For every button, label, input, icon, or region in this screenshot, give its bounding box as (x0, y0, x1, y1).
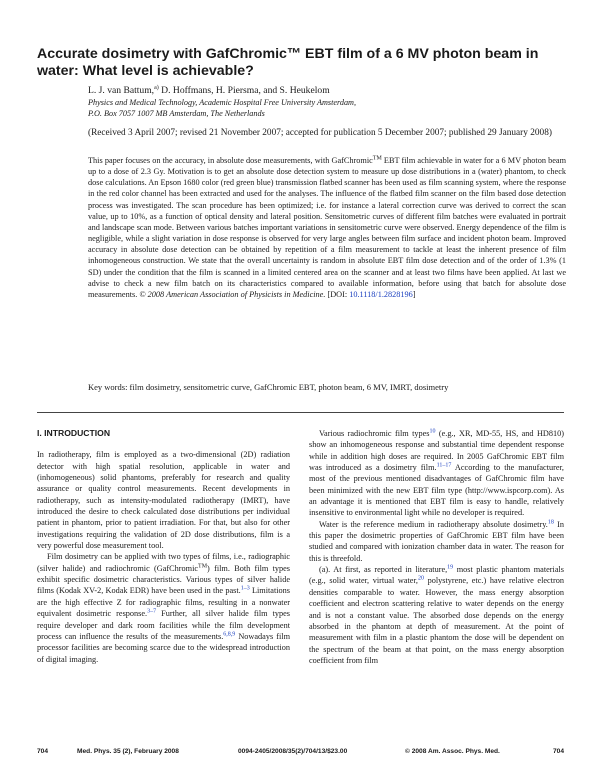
intro-paragraph-3 (309, 428, 564, 519)
right-column (309, 428, 564, 666)
keywords: Key words: film dosimetry, sensitometric curve, GafChromic EBT, photon beam, 6 MV, IMRT, dosimetry (88, 382, 449, 392)
trademark-mark: TM (198, 563, 208, 570)
abstract (88, 155, 566, 300)
trademark-mark: TM (372, 155, 382, 162)
intro-p4-text-b: In this paper the dosimetric properties of GafChromic EBT film have been studied and compared with ionization chamber data in water. The reason for this is threefold. (309, 519, 564, 563)
author-list (88, 85, 568, 97)
doi-link[interactable]: 10.1118/1.2828196 (349, 289, 413, 299)
intro-paragraph-5 (309, 564, 564, 666)
intro-p5-text-c: polystyrene, etc.) have relative electron densities comparable to water. However, the mass energy absorption coefficient and electron scattering relative to water depends on the energy and is not a constant value. The absorbed dose depends on the energy absorbed in the phantom at depth of measurement. At the point of measurement with film in a plastic phantom the dose will be dependent on the spectrum of the beam at that point, on the mass energy absorption coefficient from film (309, 576, 564, 665)
reference-link[interactable]: 10 (429, 428, 436, 435)
left-column (37, 428, 290, 665)
page-footer (37, 748, 564, 760)
reference-link[interactable]: 1–3 (240, 585, 250, 592)
intro-p3-text-b: (e.g., XR, MD-55, HS, and HD810) show an inhomogeneous response and substantial time dependent response while in addition high doses are required. In 2005 GafChromic EBT film was introduced as a dosimetry film. (309, 429, 564, 473)
affiliation-line-1: Physics and Medical Technology, Academic Hospital Free University Amsterdam, (88, 98, 357, 107)
reference-link[interactable]: 20 (417, 575, 424, 582)
other-authors: D. Hoffmans, H. Piersma, and S. Heukelom (158, 85, 330, 96)
doi-close: ] (412, 289, 416, 299)
intro-paragraph-1: In radiotherapy, film is employed as a two-dimensional (2D) radiation detector with high spatial resolution, applicable in water and (inhomogeneous) solid phantoms, preferably for research and quality assurance or quality control measurements. Recent developments in radiotherapy, such as intensity-modulated radiotherapy (IMRT), have introduced the desire to check calculated dose distributions per individual patient in phantom, prior to patient irradiation. For that, but also for other investigations requiring the validation of 2D dose distributions, film is a very powerful dose measurement tool. (37, 450, 290, 551)
intro-p3-text-c: According to the manufacturer, most of the previous mentioned disadvantages of GafChromic film have been minimized with the new EBT film type (http://www.ispcorp.com). As an advantage it is mentioned that EBT film is easy to handle, relatively insensitive to environmental light while no developer is required. (309, 463, 564, 518)
affiliation (88, 97, 568, 119)
corresponding-author-mark[interactable]: a) (154, 84, 159, 91)
doi-open: [DOI: (327, 289, 350, 299)
footer-article-code: 0094-2405/2008/35(2)/704/13/$23.00 (238, 748, 348, 755)
reference-link[interactable]: 11–17 (436, 462, 452, 469)
reference-link[interactable]: 6,8,9 (223, 631, 236, 638)
footer-page-number-right: 704 (552, 748, 564, 755)
section-heading-introduction: I. INTRODUCTION (37, 428, 111, 438)
intro-p4-text-a: Water is the reference medium in radiotherapy absolute dosimetry. (319, 519, 548, 529)
intro-p5-text-b: most plastic phantom materials (e.g., solid water, virtual water, (309, 565, 564, 586)
reference-link[interactable]: 19 (447, 564, 454, 571)
footer-journal: Med. Phys. 35 (2), February 2008 (77, 748, 179, 755)
reference-link[interactable]: 18 (547, 519, 554, 525)
intro-paragraph-2 (37, 551, 290, 664)
abstract-text-1: This paper focuses on the accuracy, in absolute dose measurements, with GafChromic (88, 156, 373, 165)
footer-copyright: © 2008 Am. Assoc. Phys. Med. (405, 748, 500, 755)
doi-line (327, 290, 415, 299)
paper-title: Accurate dosimetry with GafChromic™ EBT film of a 6 MV photon beam in water: What level is achievable? (37, 46, 539, 79)
received-dates: (Received 3 April 2007; revised 21 November 2007; accepted for publication 5 December 2007; published 29 January 2008) (88, 128, 552, 138)
intro-p2-text-b: ) film. Both film types exhibit specific dosimetric characteristics. Various types of silver halide films (Kodak XV-2, Kodak EDR) have been used in the past. (37, 563, 290, 596)
intro-p2-text-c: Limitations are the high effective Z for radiographic films, resulting in a nonwater equivalent dosimetric response. (37, 586, 290, 619)
first-author: L. J. van Battum, (88, 85, 155, 96)
intro-p2-text-a: Film dosimetry can be applied with two types of films, i.e., radiographic (silver halide) and radiochromic (GafChromic (37, 552, 290, 573)
section-divider (37, 412, 564, 413)
abstract-copyright: © 2008 American Association of Physicists in Medicine. (139, 289, 326, 299)
affiliation-line-2: P.O. Box 7057 1007 MB Amsterdam, The Netherlands (88, 109, 265, 118)
abstract-text-2: EBT film achievable in water for a 6 MV photon beam up to a dose of 2.3 Gy. Motivation is to get an absolute dose detection system to measure up dose distributions in a (water) phantom, to check dose calculations. An Epson 1680 color (red green blue) transmission flatbed scanner has been used as film scanning system, where the response in the red color channel has been extracted and used for the analyses. The influence of the flatbed film scanner on the film based dose detection process was investigated. The scan procedure has been optimized; i.e. for instance a lateral correction curve was derived to correct the scan value, up to 10%, as a function of optical density and lateral position. Sensitometric curves of different film batches were evaluated in portrait and landscape scan mode. Between various batches important variations in sensitometric curve were observed. Energy dependence of the film is negligible, while a slight variation in dose response is observed for very large angles between film surface and incident photon beam. Improved accuracy in absolute dose detection can be obtained by repetition of a film measurement to tackle at least the inherent presence of film inhomogeneous construction. We state that the overall uncertainty is random in absolute EBT film dose detection and of the order of 1.3% (1 SD) under the condition that the film is scanned in a limited centered area on the scanner and at least two films have been applied. At last we advise to check a new film batch on its characteristics compared to available information, before using that batch for absolute dose measurements. (88, 156, 566, 299)
intro-p2-text-d: Further, all silver halide film types require developer and dark room facilities while the film development process can influence the results of the measurements. (37, 609, 290, 641)
footer-page-number-left: 704 (37, 748, 49, 755)
intro-p2-text-e: Nowadays film processor facilities are becoming scarce due to the widespread introduction of digital imaging. (37, 631, 290, 664)
intro-paragraph-4 (309, 519, 564, 564)
intro-p5-text-a: (a). At first, as reported in literature, (319, 565, 448, 575)
intro-p3-text-a: Various radiochromic film types (319, 429, 430, 438)
reference-link[interactable]: 3–7 (147, 608, 157, 615)
